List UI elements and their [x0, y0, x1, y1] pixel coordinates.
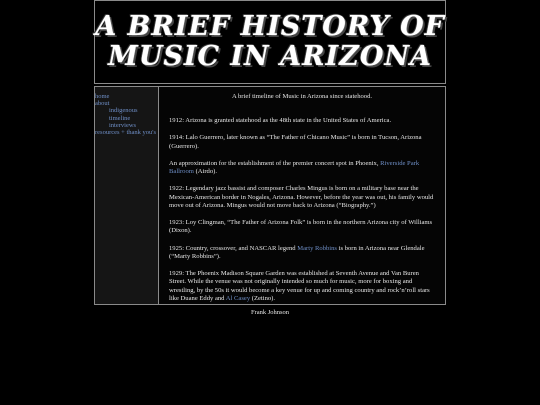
nav-link-interviews[interactable]: interviews: [109, 121, 137, 129]
entry-text: 1925: Country, crossover, and NASCAR legend: [169, 244, 298, 252]
nav-link-resources[interactable]: resources + thank you's: [95, 129, 156, 137]
site-banner: [94, 0, 446, 84]
timeline-entry: 1923: Loy Clingman, “The Father of Arizona Folk” is born in the northern Arizona city of Williams (Dixon).: [169, 219, 433, 235]
timeline-entry: 1912: Arizona is granted statehood as the 48th state in the United States of America.: [169, 117, 392, 125]
link-marty-robbins[interactable]: Marty Robbins: [297, 244, 337, 252]
link-riverside-park-ballroom[interactable]: Riverside Park Ballroom: [169, 159, 420, 176]
entry-text: (Airdo).: [193, 168, 217, 176]
nav-link-about[interactable]: about: [95, 100, 110, 108]
banner-title-line-2: MUSIC IN ARIZONA: [107, 41, 433, 72]
entry-text: (Zetino).: [250, 294, 276, 302]
timeline-entry: 1914: Lalo Guerrero, later known as “The Father of Chicano Music” is born in Tucson, Arizona (Guerrero).: [169, 134, 422, 150]
timeline-intro: A brief timeline of Music in Arizona since statehood.: [231, 93, 373, 100]
timeline-entry: [169, 245, 435, 261]
sidebar-nav: [95, 87, 159, 304]
timeline-entry: [169, 270, 435, 303]
nav-link-indigenous[interactable]: indigenous: [109, 107, 138, 115]
entry-text: 1929: The Phoenix Madison Square Garden was established at Seventh Avenue and Van Buren Street. While the venue was not originally intended so much for music, more for boxing and wrestling, by the 50s it would become a key venue for up and coming country and rock’n’roll stars like Duane Eddy and: [169, 270, 430, 302]
footer-author: Frank Johnson: [250, 309, 290, 316]
main-frame: [94, 86, 446, 305]
nav-link-timeline[interactable]: timeline: [109, 114, 131, 122]
nav-link-home[interactable]: home: [95, 93, 110, 100]
timeline-content: [159, 87, 445, 304]
banner-title-line-1: A BRIEF HISTORY OF: [95, 11, 445, 42]
link-al-casey[interactable]: Al Casey: [225, 294, 251, 302]
entry-text: An approximation for the establishment of the premier concert spot in Phoenix,: [169, 159, 381, 167]
timeline-entry: 1922: Legendary jazz bassist and composer Charles Mingus is born on a military base near the Mexican-American border in Nogales, Arizona. However, before the year was out, his family would move out of Arizona. Mingus would not move back to Arizona (“Biography.”): [169, 185, 434, 209]
timeline-entry: [169, 160, 435, 176]
entry-text: is born in Arizona near Glendale (“Marty Robbins”).: [169, 244, 425, 260]
